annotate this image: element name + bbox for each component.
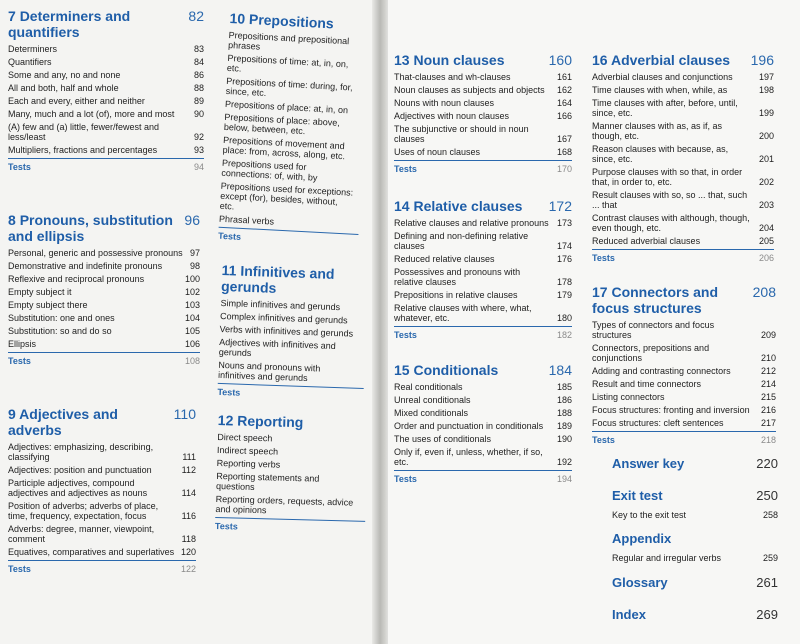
- entry-title: Contrast clauses with although, though, even though, etc.: [592, 213, 750, 233]
- back-matter-entry[interactable]: [612, 456, 778, 471]
- back-matter-page: 269: [756, 607, 778, 622]
- entry-page: 217: [760, 418, 776, 428]
- chapter-number: 11: [221, 262, 237, 279]
- entry-page: 188: [556, 408, 572, 418]
- entry-page: 116: [181, 511, 196, 521]
- entry-page: 173: [556, 218, 572, 228]
- tests-label: Tests: [592, 253, 615, 263]
- chapter-page: 96: [184, 212, 200, 228]
- entry-title: Participle adjectives, compound adjectives and adjectives as nouns: [8, 478, 148, 498]
- tests-page: 170: [556, 164, 572, 174]
- toc-entry[interactable]: [394, 395, 572, 405]
- entry-title: Prepositions of place: above, below, between, etc.: [223, 111, 341, 137]
- tests-entry[interactable]: [8, 352, 200, 366]
- entry-title: Prepositions used for connections: of, with, by: [221, 157, 318, 183]
- entry-title: Reduced relative clauses: [394, 254, 495, 264]
- entry-page: 167: [556, 134, 572, 144]
- entry-title: Prepositions of time: at, in, on, etc.: [226, 52, 349, 74]
- entry-page: 197: [758, 72, 774, 82]
- entry-page: 210: [760, 353, 776, 363]
- toc-entry[interactable]: [8, 261, 200, 271]
- entry-title: Direct speech: [217, 431, 273, 444]
- entry-title: Each and every, either and neither: [8, 96, 145, 106]
- chapter-title: Prepositions: [248, 11, 335, 32]
- toc-entry[interactable]: [394, 408, 572, 418]
- entry-title: Many, much and a lot (of), more and most: [8, 109, 175, 119]
- entry-title: Nouns and pronouns with infinitives and gerunds: [217, 359, 321, 384]
- entry-page: 90: [193, 109, 204, 119]
- entry-page: 192: [556, 457, 572, 467]
- entry-page: 88: [193, 83, 204, 93]
- tests-page: 94: [193, 162, 204, 172]
- entry-title: Reporting statements and questions: [215, 470, 320, 492]
- entry-title: Relative clauses with where, what, whatever, etc.: [394, 303, 532, 323]
- chapter-number: 16: [592, 52, 608, 68]
- chapter-number: 8: [8, 212, 16, 228]
- entry-page: 180: [556, 313, 572, 323]
- toc-entry[interactable]: [592, 144, 774, 164]
- entry-title: Ellipsis: [8, 339, 37, 349]
- back-matter-page: 220: [756, 456, 778, 471]
- toc-entry[interactable]: [218, 360, 365, 385]
- chapter-title: Conditionals: [413, 362, 499, 378]
- entry-title: Connectors, prepositions and conjunctions: [592, 343, 710, 363]
- toc-entry[interactable]: [394, 267, 572, 287]
- chapter-page: 110: [173, 406, 196, 422]
- toc-entry[interactable]: [215, 494, 365, 518]
- tests-page: 182: [556, 330, 572, 340]
- toc-entry[interactable]: [592, 121, 774, 141]
- chapter-8: [8, 212, 200, 366]
- toc-entry[interactable]: [592, 236, 774, 246]
- entry-page: 209: [760, 330, 776, 340]
- back-matter-subentry[interactable]: [612, 510, 778, 520]
- toc-entry[interactable]: [8, 44, 204, 54]
- chapter-title: Relative clauses: [413, 198, 523, 214]
- toc-entry[interactable]: [394, 421, 572, 431]
- tests-entry[interactable]: [394, 160, 572, 174]
- back-matter-title: Answer key: [612, 456, 685, 471]
- entry-title: Prepositions used for exceptions: except (for), besides, without, etc.: [219, 180, 354, 212]
- tests-label: Tests: [394, 164, 417, 174]
- entry-title: Adjectives with noun clauses: [394, 111, 510, 121]
- chapter-heading[interactable]: [218, 412, 368, 432]
- toc-entry[interactable]: [394, 218, 572, 228]
- toc-entry[interactable]: [219, 337, 366, 362]
- chapter-number: 9: [8, 406, 16, 422]
- entry-title: Some and any, no and none: [8, 70, 121, 80]
- entry-page: 111: [182, 452, 196, 462]
- entry-title: Manner clauses with as, as if, as though, etc.: [592, 121, 723, 141]
- entry-title: Phrasal verbs: [218, 213, 275, 227]
- entry-page: 185: [556, 382, 572, 392]
- entry-title: Demonstrative and indefinite pronouns: [8, 261, 163, 271]
- chapter-15: [394, 362, 572, 484]
- entry-title: Order and punctuation in conditionals: [394, 421, 544, 431]
- chapter-title: Pronouns, substitution and ellipsis: [8, 212, 173, 244]
- toc-entry[interactable]: [394, 72, 572, 82]
- entry-title: Defining and non-defining relative clauses: [394, 231, 529, 251]
- toc-entry[interactable]: [394, 111, 572, 121]
- entry-page: 97: [189, 248, 200, 258]
- chapter-12: [215, 412, 368, 535]
- entry-page: 112: [181, 465, 196, 475]
- tests-page: 218: [760, 435, 776, 445]
- chapter-heading[interactable]: [592, 284, 776, 316]
- entry-page: 104: [184, 313, 200, 323]
- subentry-page: 259: [762, 553, 778, 563]
- tests-entry[interactable]: [592, 249, 774, 263]
- back-matter-title: Appendix: [612, 531, 672, 546]
- toc-entry[interactable]: [394, 147, 572, 157]
- entry-title: Only if, even if, unless, whether, if so, etc.: [394, 447, 543, 467]
- toc-entry[interactable]: [8, 96, 204, 106]
- subentry-page: 258: [762, 510, 778, 520]
- toc-entry[interactable]: [592, 167, 774, 187]
- entry-page: 166: [556, 111, 572, 121]
- entry-title: (A) few and (a) little, fewer/fewest and less/least: [8, 122, 160, 142]
- entry-title: All and both, half and whole: [8, 83, 119, 93]
- entry-title: Adverbial clauses and conjunctions: [592, 72, 733, 82]
- entry-page: 161: [556, 72, 572, 82]
- entry-page: 89: [193, 96, 204, 106]
- tests-entry[interactable]: [394, 470, 572, 484]
- toc-entry[interactable]: [8, 313, 200, 323]
- tests-page: 194: [556, 474, 572, 484]
- toc-entry[interactable]: [8, 145, 204, 155]
- chapter-heading[interactable]: [221, 262, 368, 299]
- entry-title: Possessives and pronouns with relative clauses: [394, 267, 521, 287]
- chapter-page: 208: [752, 284, 776, 300]
- tests-label: Tests: [217, 386, 241, 398]
- chapter-heading[interactable]: [592, 52, 774, 68]
- entry-page: 198: [758, 85, 774, 95]
- back-matter-title: Exit test: [612, 488, 663, 503]
- entry-page: 114: [181, 488, 196, 498]
- toc-entry[interactable]: [592, 85, 774, 95]
- tests-page: 108: [184, 356, 200, 366]
- entry-title: Multipliers, fractions and percentages: [8, 145, 158, 155]
- entry-title: Focus structures: cleft sentences: [592, 418, 724, 428]
- toc-entry[interactable]: [592, 72, 774, 82]
- back-matter-title: Index: [612, 607, 646, 622]
- chapter-page: 196: [750, 52, 774, 68]
- entry-title: Substitution: so and do so: [8, 326, 112, 336]
- chapter-title: Determiners and quantifiers: [8, 8, 131, 40]
- tests-label: Tests: [394, 474, 417, 484]
- tests-page: 206: [758, 253, 774, 263]
- toc-entry[interactable]: [592, 392, 776, 402]
- toc-entry[interactable]: [394, 254, 572, 264]
- entry-title: Determiners: [8, 44, 58, 54]
- toc-entry[interactable]: [8, 442, 196, 462]
- entry-title: Quantifiers: [8, 57, 52, 67]
- entry-page: 92: [193, 132, 204, 142]
- chapter-title: Adjectives and adverbs: [8, 406, 118, 438]
- entry-page: 212: [760, 366, 776, 376]
- toc-entry[interactable]: [217, 445, 367, 459]
- tests-label: Tests: [217, 230, 242, 242]
- chapter-number: 13: [394, 52, 410, 68]
- entry-title: Purpose clauses with so that, in order that, in order to, etc.: [592, 167, 743, 187]
- chapter-7: [8, 8, 204, 172]
- back-matter-subentry[interactable]: [612, 553, 778, 563]
- chapter-heading[interactable]: [8, 8, 204, 40]
- entry-page: 214: [760, 379, 776, 389]
- entry-title: Adding and contrasting connectors: [592, 366, 731, 376]
- toc-entry[interactable]: [394, 434, 572, 444]
- chapter-title: Connectors and focus structures: [592, 284, 719, 316]
- entry-page: 120: [180, 547, 196, 557]
- entry-page: 189: [556, 421, 572, 431]
- entry-title: Prepositions of place: at, in, on: [224, 98, 349, 116]
- entry-title: Result clauses with so, so ... that, such ... that: [592, 190, 748, 210]
- entry-page: 201: [758, 154, 774, 164]
- tests-page: 122: [180, 564, 196, 574]
- tests-label: Tests: [394, 330, 417, 340]
- toc-entry[interactable]: [592, 379, 776, 389]
- chapter-title: Reporting: [237, 412, 304, 431]
- entry-title: Simple infinitives and gerunds: [220, 297, 341, 313]
- chapter-number: 17: [592, 284, 608, 300]
- entry-page: 84: [193, 57, 204, 67]
- entry-title: That-clauses and wh-clauses: [394, 72, 511, 82]
- chapter-page: 172: [548, 198, 572, 214]
- entry-title: Unreal conditionals: [394, 395, 471, 405]
- toc-entry[interactable]: [8, 465, 196, 475]
- tests-label: Tests: [592, 435, 615, 445]
- toc-entry[interactable]: [592, 213, 774, 233]
- entry-title: Reporting verbs: [216, 457, 281, 470]
- toc-entry[interactable]: [8, 274, 200, 284]
- toc-entry[interactable]: [394, 98, 572, 108]
- chapter-title: Infinitives and gerunds: [220, 262, 335, 296]
- toc-entry[interactable]: [8, 326, 200, 336]
- entry-page: 186: [556, 395, 572, 405]
- entry-page: 105: [184, 326, 200, 336]
- tests-entry[interactable]: [394, 326, 572, 340]
- toc-entry[interactable]: [394, 290, 572, 300]
- entry-title: Result and time connectors: [592, 379, 702, 389]
- toc-entry[interactable]: [394, 382, 572, 392]
- toc-entry[interactable]: [394, 303, 572, 323]
- entry-title: Adjectives: emphasizing, describing, classifying: [8, 442, 154, 462]
- chapter-14: [394, 198, 572, 340]
- entry-title: Complex infinitives and gerunds: [219, 310, 348, 326]
- chapter-title: Adverbial clauses: [610, 52, 731, 68]
- entry-page: 199: [758, 108, 774, 118]
- entry-title: Relative clauses and relative pronouns: [394, 218, 549, 228]
- toc-entry[interactable]: [8, 248, 200, 258]
- toc-entry[interactable]: [8, 478, 196, 498]
- entry-title: Personal, generic and possessive pronouns: [8, 248, 183, 258]
- entry-page: 93: [193, 145, 204, 155]
- toc-entry[interactable]: [8, 339, 200, 349]
- toc-entry[interactable]: [8, 501, 196, 521]
- entry-page: 164: [556, 98, 572, 108]
- entry-page: 205: [758, 236, 774, 246]
- entry-title: Reporting orders, requests, advice and opinions: [215, 493, 354, 516]
- back-matter-entry[interactable]: [612, 531, 778, 546]
- toc-entry[interactable]: [592, 320, 776, 340]
- tests-label: Tests: [214, 520, 238, 532]
- back-matter-entry[interactable]: [612, 488, 778, 503]
- toc-entry[interactable]: [592, 343, 776, 363]
- entry-title: The uses of conditionals: [394, 434, 492, 444]
- toc-entry[interactable]: [592, 418, 776, 428]
- toc-entry[interactable]: [394, 231, 572, 251]
- entry-page: 178: [556, 277, 572, 287]
- chapter-9: [8, 406, 196, 574]
- toc-entry[interactable]: [394, 124, 572, 144]
- toc-entry[interactable]: [216, 471, 366, 495]
- toc-entry[interactable]: [394, 85, 572, 95]
- entry-title: Mixed conditionals: [394, 408, 469, 418]
- subentry-title: Key to the exit test: [612, 510, 687, 520]
- chapter-heading[interactable]: [394, 198, 572, 214]
- entry-title: Types of connectors and focus structures: [592, 320, 715, 340]
- entry-page: 168: [556, 147, 572, 157]
- toc-entry[interactable]: [8, 70, 204, 80]
- entry-page: 179: [556, 290, 572, 300]
- back-matter-entry[interactable]: [612, 575, 778, 590]
- chapter-11: [217, 262, 368, 402]
- back-matter-title: Glossary: [612, 575, 668, 590]
- entry-title: Real conditionals: [394, 382, 463, 392]
- chapter-number: 7: [8, 8, 16, 24]
- entry-page: 174: [556, 241, 572, 251]
- entry-page: 216: [760, 405, 776, 415]
- chapter-heading[interactable]: [394, 362, 572, 378]
- entry-title: The subjunctive or should in noun clauses: [394, 124, 529, 144]
- tests-entry[interactable]: [592, 431, 776, 445]
- toc-entry[interactable]: [8, 547, 196, 557]
- entry-title: Equatives, comparatives and superlatives: [8, 547, 175, 557]
- entry-title: Reduced adverbial clauses: [592, 236, 701, 246]
- entry-title: Uses of noun clauses: [394, 147, 481, 157]
- chapter-10: [218, 10, 370, 248]
- toc-entry[interactable]: [219, 181, 360, 218]
- chapter-13: [394, 52, 572, 174]
- chapter-heading[interactable]: [8, 212, 200, 244]
- back-matter-entry[interactable]: [612, 607, 778, 622]
- entry-page: 83: [193, 44, 204, 54]
- entry-page: 106: [184, 339, 200, 349]
- entry-title: Reflexive and reciprocal pronouns: [8, 274, 145, 284]
- entry-page: 176: [556, 254, 572, 264]
- entry-title: Empty subject it: [8, 287, 72, 297]
- toc-entry[interactable]: [592, 405, 776, 415]
- entry-title: Prepositions in relative clauses: [394, 290, 518, 300]
- chapter-number: 10: [229, 10, 246, 27]
- toc-entry[interactable]: [8, 122, 204, 142]
- entry-title: Adverbs: degree, manner, viewpoint, comment: [8, 524, 155, 544]
- entry-title: Indirect speech: [216, 444, 279, 457]
- entry-page: 204: [758, 223, 774, 233]
- entry-page: 100: [184, 274, 200, 284]
- chapter-heading[interactable]: [394, 52, 572, 68]
- chapter-title: Noun clauses: [413, 52, 505, 68]
- chapter-16: [592, 52, 774, 263]
- toc-entry[interactable]: [8, 57, 204, 67]
- entry-title: Noun clauses as subjects and objects: [394, 85, 545, 95]
- entry-title: Substitution: one and ones: [8, 313, 115, 323]
- entry-title: Adjectives: position and punctuation: [8, 465, 152, 475]
- entry-title: Focus structures: fronting and inversion: [592, 405, 750, 415]
- entry-page: 203: [758, 200, 774, 210]
- entry-page: 202: [758, 177, 774, 187]
- entry-title: Verbs with infinitives and gerunds: [219, 323, 354, 339]
- tests-entry[interactable]: [8, 560, 196, 574]
- entry-page: 190: [556, 434, 572, 444]
- back-matter-page: 250: [756, 488, 778, 503]
- entry-page: 102: [184, 287, 200, 297]
- entry-title: Reason clauses with because, as, since, etc.: [592, 144, 729, 164]
- chapter-number: 15: [394, 362, 410, 378]
- toc-entry[interactable]: [8, 524, 196, 544]
- toc-entry[interactable]: [592, 366, 776, 376]
- entry-page: 162: [556, 85, 572, 95]
- entry-page: 103: [184, 300, 200, 310]
- toc-entry[interactable]: [217, 458, 367, 472]
- tests-label: Tests: [8, 356, 31, 366]
- toc-entry[interactable]: [217, 432, 367, 446]
- toc-entry[interactable]: [8, 109, 204, 119]
- entry-page: 98: [189, 261, 200, 271]
- chapter-page: 184: [548, 362, 572, 378]
- subentry-title: Regular and irregular verbs: [612, 553, 722, 563]
- entry-page: 215: [760, 392, 776, 402]
- toc-entry[interactable]: [8, 300, 200, 310]
- entry-page: 118: [181, 534, 196, 544]
- entry-title: Time clauses with when, while, as: [592, 85, 728, 95]
- entry-title: Prepositions of time: during, for, since, etc.: [225, 75, 353, 99]
- chapter-page: 82: [188, 8, 204, 24]
- entry-title: Prepositions of movement and place: from, across, along, etc.: [222, 134, 346, 162]
- entry-title: Position of adverbs; adverbs of place, time, frequency, expectation, focus: [8, 501, 159, 521]
- entry-title: Time clauses with after, before, until, since, etc.: [592, 98, 738, 118]
- chapter-number: 12: [217, 412, 234, 429]
- chapter-heading[interactable]: [8, 406, 196, 438]
- toc-entry[interactable]: [592, 98, 774, 118]
- entry-page: 86: [193, 70, 204, 80]
- toc-entry[interactable]: [8, 83, 204, 93]
- back-matter-page: 261: [756, 575, 778, 590]
- entry-page: 200: [758, 131, 774, 141]
- chapter-page: 160: [548, 52, 572, 68]
- toc-entry[interactable]: [394, 447, 572, 467]
- chapter-17: [592, 284, 776, 445]
- entry-title: Prepositions and prepositional phrases: [227, 29, 350, 52]
- tests-label: Tests: [8, 564, 31, 574]
- toc-entry[interactable]: [8, 287, 200, 297]
- entry-title: Listing connectors: [592, 392, 665, 402]
- tests-entry[interactable]: [8, 158, 204, 172]
- chapter-number: 14: [394, 198, 410, 214]
- entry-title: Nouns with noun clauses: [394, 98, 495, 108]
- toc-entry[interactable]: [592, 190, 774, 210]
- entry-title: Empty subject there: [8, 300, 88, 310]
- entry-title: Adjectives with infinitives and gerunds: [218, 336, 336, 359]
- tests-label: Tests: [8, 162, 31, 172]
